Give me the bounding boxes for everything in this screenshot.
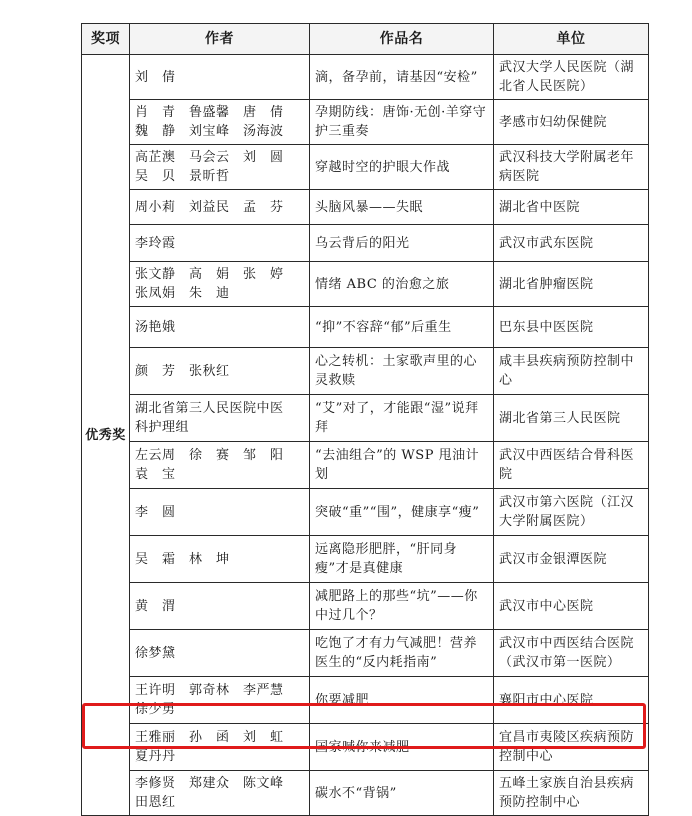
- header-author: 作者: [130, 24, 310, 55]
- table-body: [82, 55, 649, 816]
- author-cell: 王雅丽 孙 函 刘 虹 夏丹丹: [130, 724, 310, 771]
- unit-cell: 武汉市武东医院: [494, 225, 649, 262]
- title-cell: 吃饱了才有力气减肥！营养医生的“反内耗指南”: [310, 630, 494, 677]
- unit-cell: 孝感市妇幼保健院: [494, 100, 649, 145]
- title-cell: 孕期防线：唐饰·无创·羊穿守护三重奏: [310, 100, 494, 145]
- title-cell: 情绪 ABC 的治愈之旅: [310, 262, 494, 307]
- author-cell: 徐梦黛: [130, 630, 310, 677]
- title-cell: “艾”对了，才能跟“湿”说拜拜: [310, 395, 494, 442]
- award-table: [81, 23, 649, 816]
- author-cell: 肖 青 鲁盛馨 唐 倩 魏 静 刘宝峰 汤海波: [130, 100, 310, 145]
- unit-cell: 武汉市金银潭医院: [494, 536, 649, 583]
- title-cell: 你要减肥: [310, 677, 494, 724]
- header-award: 奖项: [82, 24, 130, 55]
- unit-cell: 武汉中西医结合骨科医院: [494, 442, 649, 489]
- table-row: [82, 395, 649, 442]
- author-cell: 李修贤 郑建众 陈文峰 田恩红: [130, 771, 310, 816]
- title-cell: 远离隐形肥胖，“肝同身瘦”才是真健康: [310, 536, 494, 583]
- title-cell: 乌云背后的阳光: [310, 225, 494, 262]
- unit-cell: 武汉科技大学附属老年病医院: [494, 145, 649, 190]
- author-cell: 湖北省第三人民医院中医 科护理组: [130, 395, 310, 442]
- title-cell: 碳水不“背锅”: [310, 771, 494, 816]
- table-row: [82, 442, 649, 489]
- unit-cell: 武汉大学人民医院（湖北省人民医院）: [494, 55, 649, 100]
- table-row: [82, 677, 649, 724]
- header-unit: 单位: [494, 24, 649, 55]
- table-row: [82, 724, 649, 771]
- author-cell: 周小莉 刘益民 孟 芬: [130, 190, 310, 225]
- author-cell: 李玲霞: [130, 225, 310, 262]
- table-row: [82, 100, 649, 145]
- title-cell: 穿越时空的护眼大作战: [310, 145, 494, 190]
- author-cell: 颜 芳 张秋红: [130, 348, 310, 395]
- award-category-cell: 优秀奖: [82, 55, 130, 816]
- header-title: 作品名: [310, 24, 494, 55]
- unit-cell: 武汉市中心医院: [494, 583, 649, 630]
- table-row: [82, 307, 649, 348]
- title-cell: 突破“重”“围”，健康享“瘦”: [310, 489, 494, 536]
- table-row: [82, 348, 649, 395]
- author-cell: 高芷澳 马会云 刘 圆 吴 贝 景昕哲: [130, 145, 310, 190]
- table-row: [82, 583, 649, 630]
- title-cell: 头脑风暴——失眠: [310, 190, 494, 225]
- author-cell: 汤艳娥: [130, 307, 310, 348]
- author-cell: 左云周 徐 赛 邹 阳 袁 宝: [130, 442, 310, 489]
- unit-cell: 五峰土家族自治县疾病预防控制中心: [494, 771, 649, 816]
- table-row: [82, 55, 649, 100]
- title-cell: “去油组合”的 WSP 甩油计划: [310, 442, 494, 489]
- author-cell: 李 圆: [130, 489, 310, 536]
- table-row: [82, 190, 649, 225]
- title-cell: 滴，备孕前，请基因“安检”: [310, 55, 494, 100]
- table-row: [82, 145, 649, 190]
- title-cell: 心之转机：土家歌声里的心灵救赎: [310, 348, 494, 395]
- author-cell: 张文静 高 娟 张 婷 张凤娟 朱 迪: [130, 262, 310, 307]
- unit-cell: 湖北省第三人民医院: [494, 395, 649, 442]
- author-cell: 刘 倩: [130, 55, 310, 100]
- unit-cell: 巴东县中医医院: [494, 307, 649, 348]
- table-row: [82, 771, 649, 816]
- unit-cell: 武汉市第六医院（江汉大学附属医院）: [494, 489, 649, 536]
- unit-cell: 武汉市中西医结合医院（武汉市第一医院）: [494, 630, 649, 677]
- unit-cell: 湖北省中医院: [494, 190, 649, 225]
- author-cell: 吴 霜 林 坤: [130, 536, 310, 583]
- title-cell: “抑”不容辞“郁”后重生: [310, 307, 494, 348]
- unit-cell: 湖北省肿瘤医院: [494, 262, 649, 307]
- unit-cell: 宜昌市夷陵区疾病预防控制中心: [494, 724, 649, 771]
- author-cell: 王许明 郭奇林 李严慧 徐少勇: [130, 677, 310, 724]
- title-cell: 减肥路上的那些“坑”——你中过几个？: [310, 583, 494, 630]
- award-table-sheet: [81, 23, 648, 816]
- table-row: [82, 489, 649, 536]
- table-row: [82, 225, 649, 262]
- title-cell: 国家喊你来减肥: [310, 724, 494, 771]
- unit-cell: 咸丰县疾病预防控制中心: [494, 348, 649, 395]
- table-row: [82, 630, 649, 677]
- table-row: [82, 262, 649, 307]
- table-row: [82, 536, 649, 583]
- table-header-row: [82, 24, 649, 55]
- unit-cell: 襄阳市中心医院: [494, 677, 649, 724]
- author-cell: 黄 渭: [130, 583, 310, 630]
